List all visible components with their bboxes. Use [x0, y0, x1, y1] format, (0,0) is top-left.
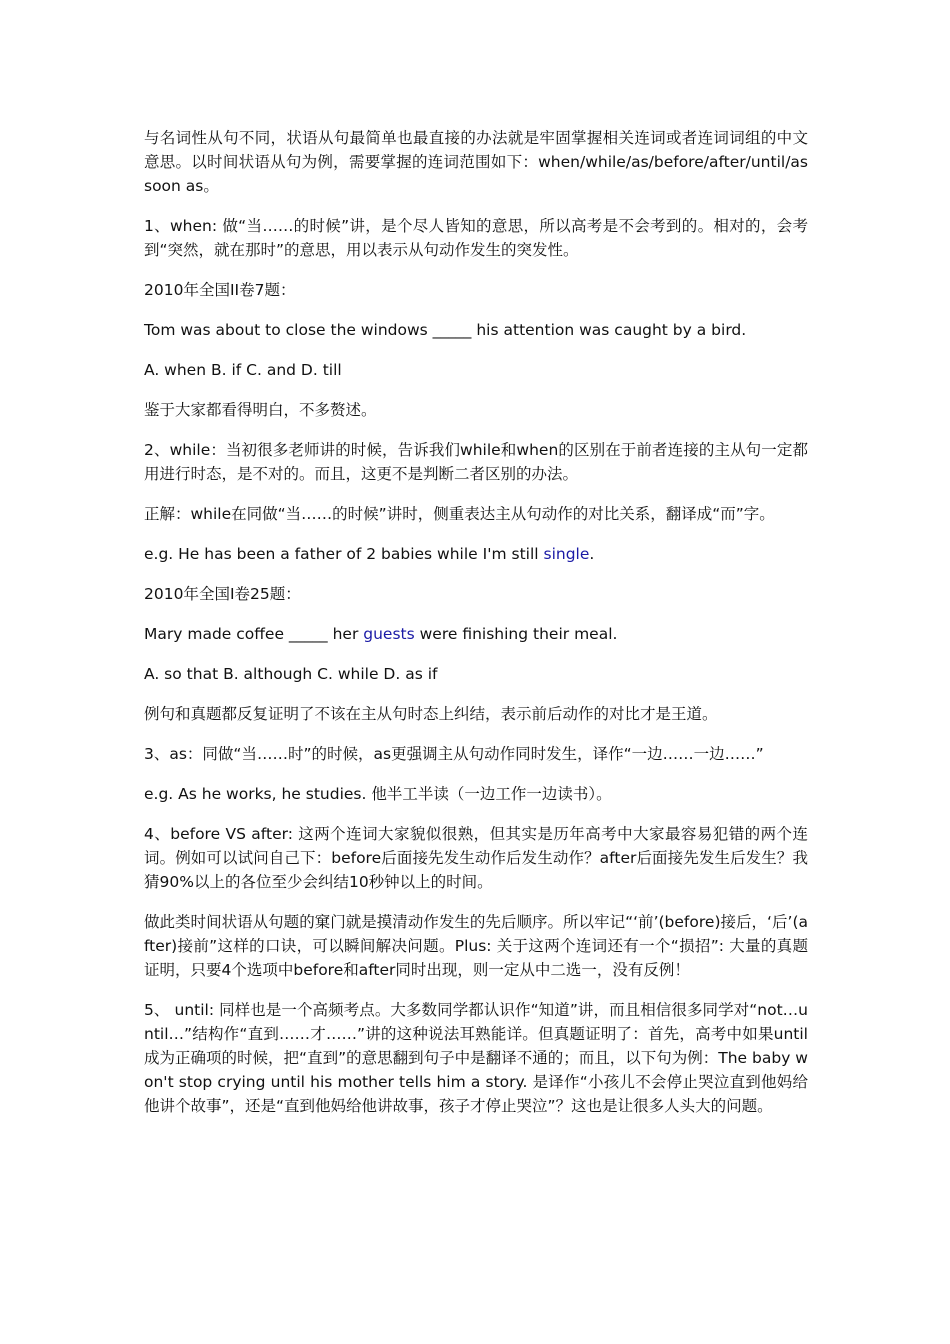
while-paragraph: 2、while：当初很多老师讲的时候，告诉我们while和when的区别在于前者连接的主从句一定都用进行时态，是不对的。而且，这更不是判断二者区别的办法。	[144, 441, 808, 483]
as-paragraph: 3、as：同做“当……时”的时候，as更强调主从句动作同时发生，译作“一边……一边……”	[144, 745, 764, 763]
exam-question-tom: Tom was about to close the windows _____ his attention was caught by a bird.	[144, 321, 747, 339]
comment-paragraph: 鉴于大家都看得明白，不多赘述。	[144, 401, 377, 419]
summary-paragraph: 例句和真题都反复证明了不该在主从句时态上纠结，表示前后动作的对比才是王道。	[144, 705, 718, 723]
question-text-end: were finishing their meal.	[414, 625, 618, 643]
while-example	[144, 542, 808, 566]
intro-paragraph: 与名词性从句不同，状语从句最简单也最直接的办法就是牢固掌握相关连词或者连词词组的中文意思。以时间状语从句为例，需要掌握的连词范围如下：when/while/as/before/after/until/as soon as。	[144, 129, 808, 195]
example-text-end: .	[589, 545, 595, 563]
exam-options-tom: A. when B. if C. and D. till	[144, 361, 342, 379]
document-body	[144, 126, 808, 1134]
while-correct-paragraph: 正解：while在同做“当……的时候”讲时，侧重表达主从句动作的对比关系，翻译成“而”字。	[144, 505, 775, 523]
example-text: e.g. He has been a father of 2 babies while I'm still	[144, 545, 544, 563]
as-example: e.g. As he works, he studies. 他半工半读（一边工作一边读书）。	[144, 785, 612, 803]
exam-label-2010-ii: 2010年全国II卷7题：	[144, 281, 296, 299]
before-after-paragraph: 4、before VS after: 这两个连词大家貌似很熟，但其实是历年高考中大家最容易犯错的两个连词。例如可以试问自己下：before后面接先发生动作后发生动作？after后面接先发生后发生？我猜90%以上的各位至少会纠结10秒钟以上的时间。	[144, 825, 808, 891]
when-paragraph: 1、when: 做“当……的时候”讲，是个尽人皆知的意思，所以高考是不会考到的。相对的，会考到“突然，就在那时”的意思，用以表示从句动作发生的突发性。	[144, 217, 808, 259]
exam-question-mary	[144, 622, 808, 646]
question-text: Mary made coffee _____ her	[144, 625, 364, 643]
exam-label-2010-i: 2010年全国I卷25题：	[144, 585, 301, 603]
until-paragraph: 5、 until: 同样也是一个高频考点。大多数同学都认识作“知道”讲，而且相信很多同学对“not…until…”结构作“直到……才……”讲的这种说法耳熟能详。但真题证明了：首先，高考中如果until成为正确项的时候，把“直到”的意思翻到句子中是翻译不通的；而且，以下句为例：The baby won't stop crying until his mother tells him a story. 是译作“小孩儿不会停止哭泣直到他妈给他讲个故事”，还是“直到他妈给他讲故事，孩子才停止哭泣”？这也是让很多人头大的问题。	[144, 1001, 808, 1115]
exam-options-mary: A. so that B. although C. while D. as if	[144, 665, 438, 683]
single-link[interactable]: single	[543, 545, 590, 563]
before-after-tip-paragraph: 做此类时间状语从句题的窠门就是摸清动作发生的先后顺序。所以牢记“‘前’(before)接后，‘后’(after)接前”这样的口诀，可以瞬间解决问题。Plus: 关于这两个连词还有一个“损招”: 大量的真题证明，只要4个选项中before和after同时出现，则一定从中二选一，没有反例！	[144, 913, 808, 979]
guests-link[interactable]: guests	[363, 625, 415, 643]
